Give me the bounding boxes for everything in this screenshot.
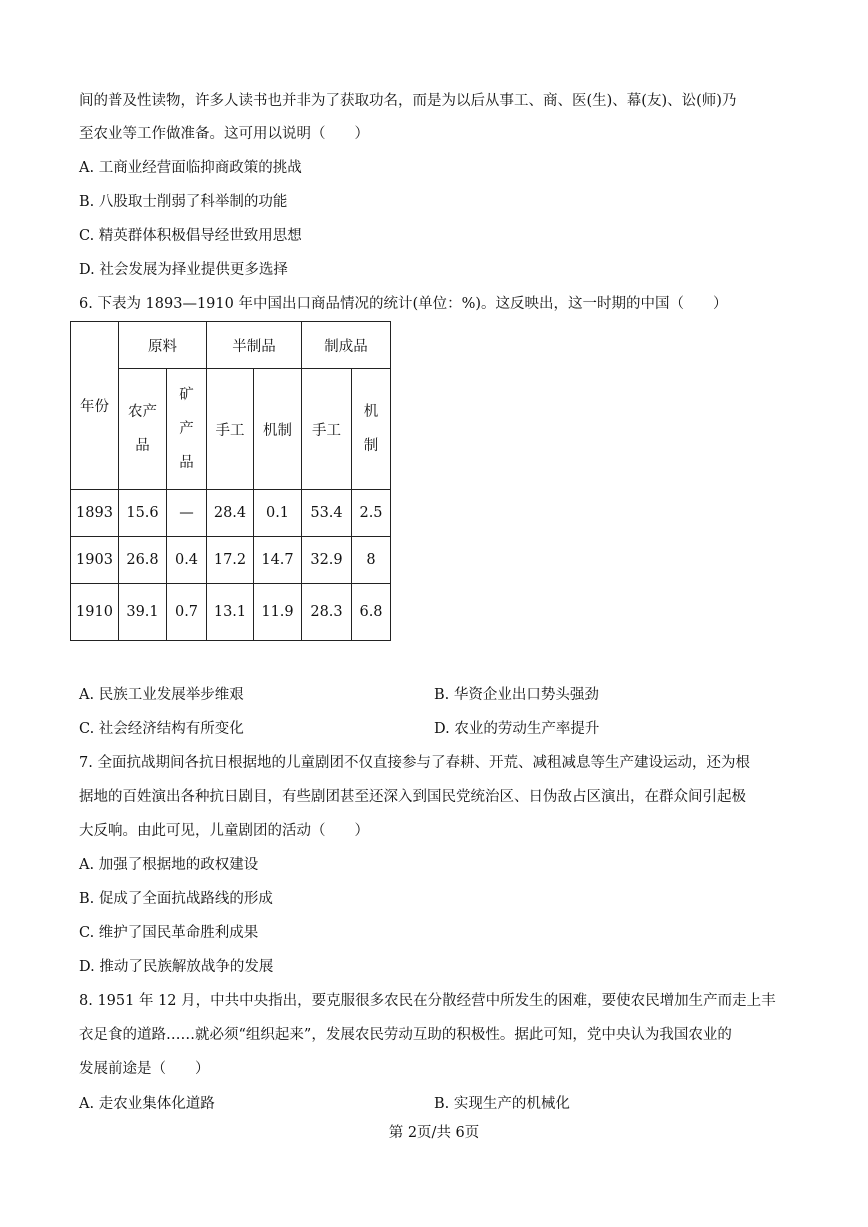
table-header-finished: 制成品: [302, 322, 391, 369]
table-subheader-agri: 农产品: [119, 369, 167, 490]
table-cell: 6.8: [352, 584, 391, 641]
table-subheader-hand-finished: 手工: [302, 369, 352, 490]
table-subheader-hand-semi: 手工: [207, 369, 254, 490]
q7-option-c: C. 维护了国民革命胜利成果: [79, 925, 259, 941]
table-row: [71, 490, 391, 537]
q7-stem-line-2: 据地的百姓演出各种抗日剧目，有些剧团甚至还深入到国民党统治区、日伪敌占区演出，在群众间引起极: [79, 789, 746, 805]
q5-option-c: C. 精英群体积极倡导经世致用思想: [79, 228, 302, 244]
table-subheader-mineral: 矿产品: [167, 369, 207, 490]
table-cell: 39.1: [119, 584, 167, 641]
q5-option-b: B. 八股取士削弱了科举制的功能: [79, 194, 288, 210]
q8-option-a: A. 走农业集体化道路: [79, 1096, 215, 1112]
table-cell: 28.4: [207, 490, 254, 537]
table-cell: 53.4: [302, 490, 352, 537]
q6-option-d: D. 农业的劳动生产率提升: [434, 721, 600, 737]
q5-option-d: D. 社会发展为择业提供更多选择: [79, 262, 288, 278]
table-cell: —: [167, 490, 207, 537]
table-header-semi: 半制品: [207, 322, 302, 369]
table-cell: 11.9: [254, 584, 302, 641]
q6-stem: 6. 下表为 1893—1910 年中国出口商品情况的统计(单位：%)。这反映出，这一时期的中国（ ）: [79, 296, 728, 312]
q7-option-b: B. 促成了全面抗战路线的形成: [79, 891, 273, 907]
q6-option-b: B. 华资企业出口势头强劲: [434, 687, 599, 703]
table-header-raw: 原料: [119, 322, 207, 369]
table-cell: 17.2: [207, 537, 254, 584]
table-subheader-machine-finished: 机制: [352, 369, 391, 490]
table-cell: 1903: [71, 537, 119, 584]
table-cell: 0.4: [167, 537, 207, 584]
q8-stem-line-3: 发展前途是（ ）: [79, 1061, 210, 1077]
q5-stem-line-2: 至农业等工作做准备。这可用以说明（ ）: [79, 126, 369, 142]
table-cell: 15.6: [119, 490, 167, 537]
table-cell: 2.5: [352, 490, 391, 537]
q8-stem-line-1: 8. 1951 年 12 月，中共中央指出，要克服很多农民在分散经营中所发生的困难，要使农民增加生产而走上丰: [79, 993, 776, 1009]
export-statistics-table: [70, 321, 391, 641]
table-cell: 1893: [71, 490, 119, 537]
q7-stem-line-1: 7. 全面抗战期间各抗日根据地的儿童剧团不仅直接参与了春耕、开荒、减租减息等生产建设运动，还为根: [79, 755, 750, 771]
q7-option-a: A. 加强了根据地的政权建设: [79, 857, 259, 873]
q5-stem-line-1: 间的普及性读物，许多人读书也并非为了获取功名，而是为以后从事工、商、医(生)、幕(友)、讼(师)乃: [79, 93, 737, 109]
table-cell: 0.7: [167, 584, 207, 641]
page-number: 第 2页/共 6页: [388, 1125, 480, 1141]
q6-option-c: C. 社会经济结构有所变化: [79, 721, 244, 737]
q8-stem-line-2: 衣足食的道路……就必须“组织起来”，发展农民劳动互助的积极性。据此可知，党中央认为我国农业的: [79, 1027, 732, 1043]
table-header-year: 年份: [71, 322, 119, 490]
q7-stem-line-3: 大反响。由此可见，儿童剧团的活动（ ）: [79, 823, 369, 839]
table-subheader-machine-semi: 机制: [254, 369, 302, 490]
q6-option-a: A. 民族工业发展举步维艰: [79, 687, 244, 703]
table-cell: 26.8: [119, 537, 167, 584]
q8-option-b: B. 实现生产的机械化: [434, 1096, 570, 1112]
table-cell: 14.7: [254, 537, 302, 584]
table-cell: 8: [352, 537, 391, 584]
table-row: [71, 584, 391, 641]
table-cell: 32.9: [302, 537, 352, 584]
table-cell: 13.1: [207, 584, 254, 641]
q5-option-a: A. 工商业经营面临抑商政策的挑战: [79, 160, 302, 176]
table-cell: 0.1: [254, 490, 302, 537]
table-cell: 1910: [71, 584, 119, 641]
table-cell: 28.3: [302, 584, 352, 641]
q7-option-d: D. 推动了民族解放战争的发展: [79, 959, 274, 975]
table-row: [71, 537, 391, 584]
